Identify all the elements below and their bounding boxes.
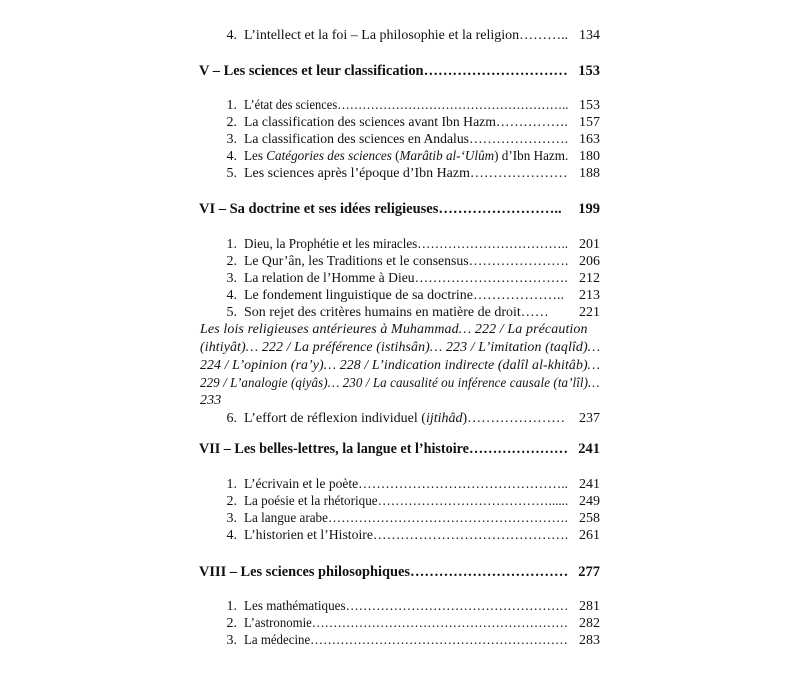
entry-title: Son rejet des critères humains en matière de droit……: [244, 305, 549, 320]
entry-number: 1.: [226, 599, 237, 614]
page-number: 188: [579, 166, 600, 181]
entry-title-italic: Catégories des sciences: [266, 149, 392, 164]
page-number: 134: [579, 28, 600, 43]
entry-title-italic: Marâtib al-‘Ulûm: [399, 149, 495, 164]
entry-title: L’état des sciences………………………………………………..: [244, 98, 569, 113]
entry-title: [244, 148, 568, 165]
page-number: 241: [579, 477, 600, 492]
entry-number: 3.: [226, 132, 237, 147]
page-number: 249: [579, 494, 600, 509]
entry-number: 3.: [226, 271, 237, 286]
entry-title-part: (: [391, 149, 400, 164]
section-title: V – Les sciences et leur classification…………………………: [199, 63, 568, 79]
entry-title-italic: ijtihâd: [425, 411, 463, 426]
subtopics-text: 224 / L’opinion (ra’y)… 228 / L’indication indirecte (dalîl al-khitâb)…: [200, 358, 601, 373]
entry-title: La relation de l’Homme à Dieu…………………………….: [244, 271, 568, 286]
entry-title: [244, 410, 565, 427]
entry-title: L’historien et l’Histoire…………………………………….: [244, 528, 569, 543]
entry-number: 1.: [226, 237, 237, 252]
section-title: VII – Les belles-lettres, la langue et l’histoire…………………: [199, 441, 569, 457]
entry-title: Le fondement linguistique de sa doctrine………………..: [244, 288, 564, 303]
subtopics-text: Les lois religieuses antérieures à Muhammad… 222 / La précaution: [200, 322, 588, 337]
entry-title: Dieu, la Prophétie et les miracles……………………………..: [244, 237, 569, 252]
page-number: 212: [579, 271, 600, 286]
entry-title: La classification des sciences en Andalus………………….: [244, 132, 569, 147]
entry-title: L’astronomie……………………………………………………: [244, 616, 569, 631]
page-number: 163: [579, 132, 600, 147]
page-number: 201: [579, 237, 600, 252]
section-title: VIII – Les sciences philosophiques……………………………: [199, 564, 569, 580]
entry-number: 6.: [226, 411, 237, 426]
entry-number: 1.: [226, 477, 237, 492]
entry-number: 2.: [226, 254, 237, 269]
page-number: 153: [579, 98, 600, 113]
entry-title: La classification des sciences avant Ibn Hazm…………….: [244, 115, 568, 130]
page-number: 258: [579, 511, 600, 526]
entry-number: 4.: [226, 149, 237, 164]
entry-title-part: L’effort de réflexion individuel (: [244, 411, 426, 426]
subtopics-text: 229 / L’analogie (qiyâs)… 230 / La causalité ou inférence causale (ta’lîl)…: [200, 376, 600, 391]
entry-title: La langue arabe……………………………………………….: [244, 511, 568, 526]
entry-number: 3.: [226, 511, 237, 526]
page-number: 213: [579, 288, 600, 303]
page-number: 157: [579, 115, 600, 130]
entry-number: 2.: [226, 115, 237, 130]
page-number: 153: [578, 63, 600, 79]
entry-title: Le Qur’ân, les Traditions et le consensus………………….: [244, 254, 569, 269]
entry-title-part: Les: [244, 149, 267, 164]
entry-title-part: )…………………: [462, 411, 566, 426]
entry-title: L’écrivain et le poète………………………………………..: [244, 477, 569, 492]
page-number: 221: [579, 305, 600, 320]
entry-number: 4.: [226, 28, 237, 43]
entry-number: 4.: [226, 288, 237, 303]
entry-number: 5.: [226, 166, 237, 181]
entry-title: Les mathématiques……………………………………………: [244, 599, 569, 614]
entry-title: La poésie et la rhétorique…………………………………......: [244, 494, 569, 509]
section-title: VI – Sa doctrine et ses idées religieuses……………………..: [199, 201, 562, 217]
entry-number: 5.: [226, 305, 237, 320]
entry-title: La médecine……………………………………………………: [244, 633, 568, 648]
entry-title: Les sciences après l’époque d’Ibn Hazm…………………: [244, 166, 568, 181]
page-number: 261: [579, 528, 600, 543]
entry-number: 3.: [226, 633, 237, 648]
page-number: 241: [578, 441, 600, 457]
page-number: 180: [579, 149, 600, 164]
page-number: 206: [579, 254, 600, 269]
entry-number: 2.: [226, 494, 237, 509]
entry-title-part: ) d’Ibn Hazm.: [494, 149, 569, 164]
page-number: 237: [579, 411, 600, 426]
page-number: 199: [578, 201, 600, 217]
entry-number: 1.: [226, 98, 237, 113]
page-number: 281: [579, 599, 600, 614]
entry-title: L’intellect et la foi – La philosophie et la religion………..: [244, 28, 569, 43]
page-number: 282: [579, 616, 600, 631]
subtopics-text: 233: [200, 393, 222, 408]
entry-number: 2.: [226, 616, 237, 631]
page-number: 277: [578, 564, 600, 580]
page-number: 283: [579, 633, 600, 648]
subtopics-text: (ihtiyât)… 222 / La préférence (istihsân)… 223 / L’imitation (taqlîd)…: [200, 340, 601, 355]
entry-number: 4.: [226, 528, 237, 543]
